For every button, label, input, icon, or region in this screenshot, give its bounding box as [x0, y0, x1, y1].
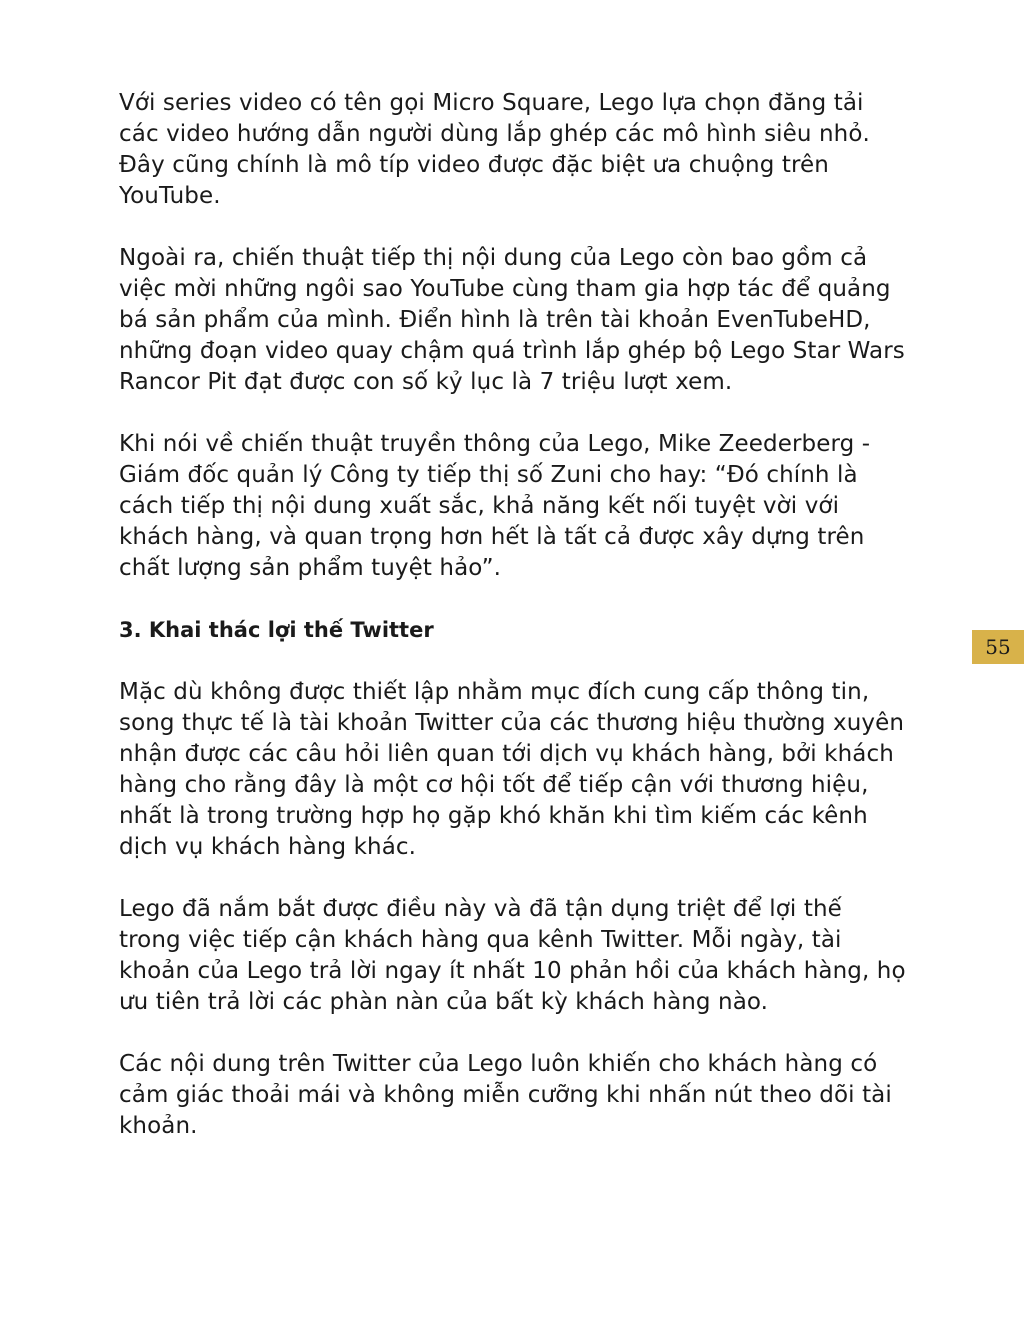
section-heading: 3. Khai thác lợi thế Twitter: [119, 618, 434, 642]
paragraph-lego-twitter-replies: Lego đã nắm bắt được điều này và đã tận dụng triệt để lợi thế trong việc tiếp cận khách hàng qua kênh Twitter. Mỗi ngày, tài khoản của Lego trả lời ngay ít nhất 10 phản hồi của khách hàng, họ ưu tiên trả lời các phàn nàn của bất kỳ khách hàng nào.: [119, 896, 906, 1015]
paragraph-youtube-stars: Ngoài ra, chiến thuật tiếp thị nội dung của Lego còn bao gồm cả việc mời những ngôi sao YouTube cùng tham gia hợp tác để quảng bá sản phẩm của mình. Điển hình là trên tài khoản EvenTubeHD, những đoạn video quay chậm quá trình lắp ghép bộ Lego Star Wars Rancor Pit đạt được con số kỷ lục là 7 triệu lượt xem.: [119, 245, 905, 395]
paragraph-twitter-follow: Các nội dung trên Twitter của Lego luôn khiến cho khách hàng có cảm giác thoải mái và không miễn cưỡng khi nhấn nút theo dõi tài khoản.: [119, 1051, 892, 1139]
paragraph-twitter-questions: Mặc dù không được thiết lập nhằm mục đích cung cấp thông tin, song thực tế là tài khoản Twitter của các thương hiệu thường xuyên nhận được các câu hỏi liên quan tới dịch vụ khách hàng, bởi khách hàng cho rằng đây là một cơ hội tốt để tiếp cận với thương hiệu, nhất là trong trường hợp họ gặp khó khăn khi tìm kiếm các kênh dịch vụ khách hàng khác.: [119, 679, 905, 860]
page-number: 55: [972, 630, 1024, 664]
paragraph-micro-square: Với series video có tên gọi Micro Square, Lego lựa chọn đăng tải các video hướng dẫn người dùng lắp ghép các mô hình siêu nhỏ. Đây cũng chính là mô típ video được đặc biệt ưa chuộng trên YouTube.: [119, 90, 870, 209]
page-content: [119, 88, 909, 1173]
paragraph-mike-zeederberg-quote: Khi nói về chiến thuật truyền thông của Lego, Mike Zeederberg - Giám đốc quản lý Công ty tiếp thị số Zuni cho hay: “Đó chính là cách tiếp thị nội dung xuất sắc, khả năng kết nối tuyệt vời với khách hàng, và quan trọng hơn hết là tất cả được xây dựng trên chất lượng sản phẩm tuyệt hảo”.: [119, 431, 871, 581]
